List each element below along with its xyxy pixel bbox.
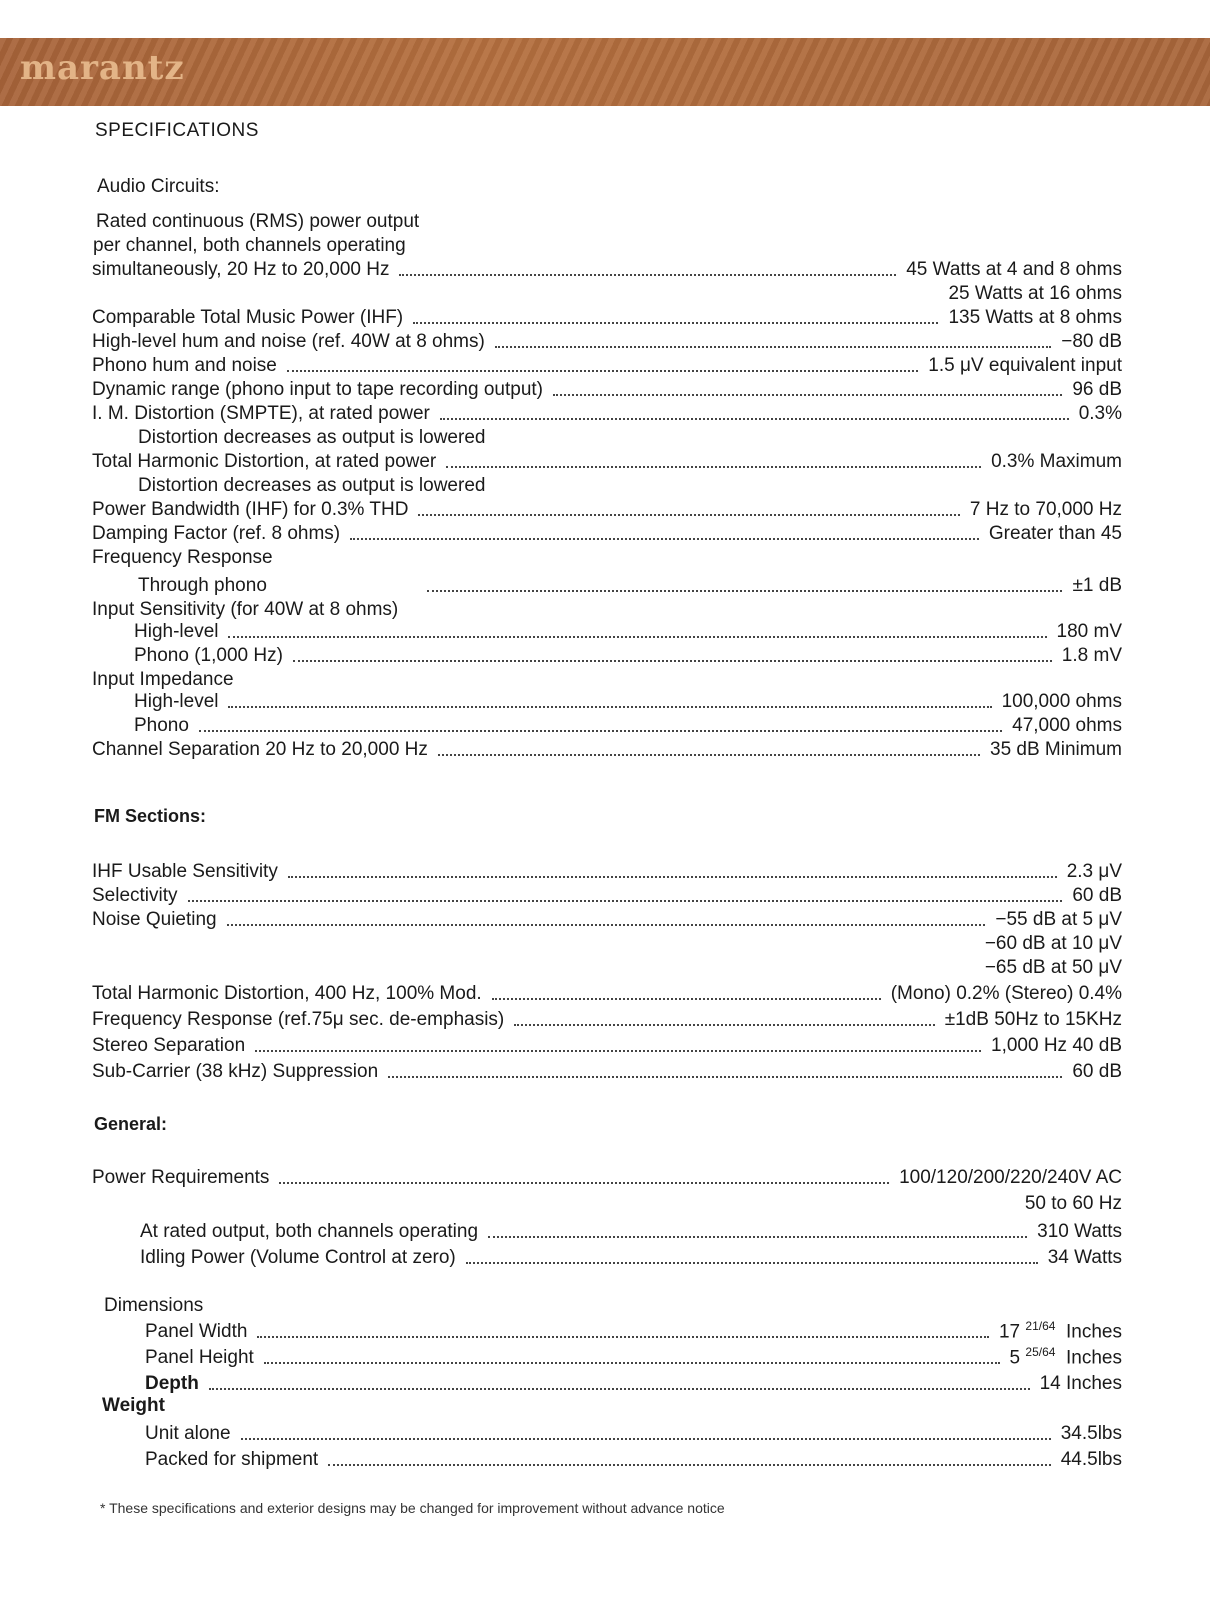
spec-value: 60 dB [1072, 1061, 1122, 1082]
header-banner [0, 38, 1210, 106]
spec-label: Noise Quieting [92, 909, 217, 930]
spec-row-fm-sensitivity [92, 860, 1122, 884]
dot-leader [399, 274, 896, 276]
spec-value-continuation: 25 Watts at 16 ohms [948, 283, 1122, 304]
spec-row-fm-freq-response [92, 1008, 1122, 1032]
dot-leader [255, 1050, 981, 1052]
spec-label: Sub-Carrier (38 kHz) Suppression [92, 1061, 379, 1082]
dot-leader [209, 1388, 1030, 1390]
spec-label: High-level hum and noise (ref. 40W at 8 ohms) [92, 331, 485, 352]
spec-value: 2.3 μV [1066, 861, 1122, 882]
spec-value: 0.3% [1078, 403, 1122, 424]
spec-value: Greater than 45 [988, 523, 1122, 544]
spec-row-rated-output [140, 1220, 1122, 1244]
spec-label: Power Bandwidth (IHF) for 0.3% THD [92, 499, 409, 520]
spec-row-depth [145, 1372, 1122, 1396]
spec-label: Total Harmonic Distortion, 400 Hz, 100% Mod. [92, 983, 482, 1004]
spec-label: High-level [134, 621, 219, 642]
spec-row-im-distortion [92, 402, 1122, 426]
spec-label: At rated output, both channels operating [140, 1221, 479, 1242]
section-audio-title: Audio Circuits: [97, 176, 220, 197]
spec-label: simultaneously, 20 Hz to 20,000 Hz [92, 259, 390, 280]
spec-value: 60 dB [1072, 885, 1122, 906]
dot-leader [228, 636, 1046, 638]
spec-label: Phono hum and noise [92, 355, 277, 376]
brand-logo: marantz [20, 48, 185, 88]
spec-group-label: Input Impedance [92, 669, 234, 690]
spec-label: Depth [145, 1373, 199, 1394]
spec-value: 1.8 mV [1061, 645, 1122, 666]
spec-value: 44.5lbs [1060, 1449, 1122, 1470]
dot-leader [418, 514, 959, 516]
spec-value: 34.5lbs [1060, 1423, 1122, 1444]
dot-leader [488, 1236, 1027, 1238]
spec-value: −80 dB [1061, 331, 1122, 352]
spec-label: Selectivity [92, 885, 178, 906]
spec-label: Unit alone [145, 1423, 231, 1444]
spec-label: Phono [134, 715, 189, 736]
dot-leader [199, 730, 1002, 732]
spec-value: 5 $^{25/64}$ Inches [1009, 1344, 1122, 1368]
spec-value-continuation: 50 to 60 Hz [1024, 1193, 1122, 1214]
spec-row-thd [92, 450, 1122, 474]
spec-rated-line2: per channel, both channels operating [93, 235, 406, 256]
spec-label: High-level [134, 691, 219, 712]
spec-label: Dynamic range (phono input to tape recording output) [92, 379, 543, 400]
spec-label: Damping Factor (ref. 8 ohms) [92, 523, 341, 544]
spec-value: 7 Hz to 70,000 Hz [969, 499, 1122, 520]
dot-leader [264, 1362, 1000, 1364]
spec-value: 96 dB [1072, 379, 1122, 400]
spec-label: Power Requirements [92, 1167, 270, 1188]
spec-label: Channel Separation 20 Hz to 20,000 Hz [92, 739, 428, 760]
spec-label: I. M. Distortion (SMPTE), at rated power [92, 403, 430, 424]
spec-row-music-power [92, 306, 1122, 330]
spec-label: Phono (1,000 Hz) [134, 645, 283, 666]
spec-value: 135 Watts at 8 ohms [948, 307, 1122, 328]
dot-leader [466, 1262, 1038, 1264]
spec-value: ±1dB 50Hz to 15KHz [944, 1009, 1122, 1030]
section-fm-title: FM Sections: [94, 806, 207, 826]
dot-leader [388, 1076, 1062, 1078]
spec-label: Panel Height [145, 1347, 254, 1368]
dot-leader [279, 1182, 889, 1184]
spec-value: ±1 dB [1072, 575, 1122, 596]
section-general-title: General: [94, 1114, 168, 1134]
dot-leader [228, 706, 991, 708]
spec-row-packed [145, 1448, 1122, 1472]
spec-row-panel-height [145, 1346, 1122, 1370]
dot-leader [350, 538, 979, 540]
dot-leader [495, 346, 1051, 348]
dot-leader [492, 998, 881, 1000]
spec-row-unit-alone [145, 1422, 1122, 1446]
spec-label: Through phono [138, 575, 267, 596]
dot-leader [440, 418, 1069, 420]
spec-note: Distortion decreases as output is lowered [138, 475, 486, 496]
spec-row-fm-noise-quieting [92, 908, 1122, 932]
spec-value: 0.3% Maximum [991, 451, 1122, 472]
spec-value: 34 Watts [1047, 1247, 1122, 1268]
spec-group-label: Frequency Response [92, 547, 273, 568]
dot-leader [287, 370, 918, 372]
dot-leader [427, 590, 1063, 592]
dot-leader [328, 1464, 1051, 1466]
spec-row-phono-hum [92, 354, 1122, 378]
spec-row-panel-width [145, 1320, 1122, 1344]
dot-leader [446, 466, 981, 468]
spec-row-fm-subcarrier [92, 1060, 1122, 1084]
spec-row-dynamic-range [92, 378, 1122, 402]
spec-value: (Mono) 0.2% (Stereo) 0.4% [890, 983, 1122, 1004]
spec-label: Idling Power (Volume Control at zero) [140, 1247, 456, 1268]
dot-leader [241, 1438, 1051, 1440]
spec-label: Panel Width [145, 1321, 248, 1342]
spec-value: 100,000 ohms [1001, 691, 1122, 712]
spec-value: 310 Watts [1037, 1221, 1122, 1242]
spec-row-imp-phono [134, 714, 1122, 738]
spec-label: IHF Usable Sensitivity [92, 861, 278, 882]
dot-leader [438, 754, 980, 756]
dot-leader [188, 900, 1063, 902]
spec-row-sens-high [134, 620, 1122, 644]
spec-group-label: Input Sensitivity (for 40W at 8 ohms) [92, 599, 399, 620]
spec-value: −55 dB at 5 μV [995, 909, 1122, 930]
spec-value: 1,000 Hz 40 dB [991, 1035, 1122, 1056]
dot-leader [413, 322, 938, 324]
spec-label: Packed for shipment [145, 1449, 319, 1470]
spec-label: Total Harmonic Distortion, at rated power [92, 451, 437, 472]
spec-value: 1.5 μV equivalent input [928, 355, 1122, 376]
dot-leader [227, 924, 986, 926]
spec-row-power-bandwidth [92, 498, 1122, 522]
spec-row-imp-high [134, 690, 1122, 714]
dot-leader [288, 876, 1057, 878]
spec-row-power-req [92, 1166, 1122, 1190]
spec-label: Stereo Separation [92, 1035, 246, 1056]
dot-leader [553, 394, 1062, 396]
spec-value: 180 mV [1056, 621, 1122, 642]
spec-value: 47,000 ohms [1012, 715, 1122, 736]
spec-row-fm-thd [92, 982, 1122, 1006]
spec-group-label: Dimensions [104, 1295, 204, 1316]
spec-row-idling-power [140, 1246, 1122, 1270]
spec-value: 35 dB Minimum [990, 739, 1122, 760]
spec-row-damping [92, 522, 1122, 546]
spec-row-rated-power [92, 258, 1122, 282]
spec-value: 14 Inches [1039, 1373, 1122, 1394]
footnote: * These specifications and exterior designs may be changed for improvement without advance notice [100, 1500, 725, 1516]
spec-value-continuation: −65 dB at 50 μV [984, 957, 1122, 978]
spec-label: Frequency Response (ref.75μ sec. de-emphasis) [92, 1009, 505, 1030]
dot-leader [514, 1024, 934, 1026]
spec-rated-line1: Rated continuous (RMS) power output [96, 211, 420, 232]
dot-leader [293, 660, 1052, 662]
page-title: SPECIFICATIONS [95, 120, 259, 141]
spec-note: Distortion decreases as output is lowered [138, 427, 486, 448]
spec-group-label: Weight [102, 1395, 165, 1416]
spec-row-freq-phono [138, 574, 1122, 598]
spec-value: 17 $^{21/64}$ Inches [998, 1318, 1122, 1342]
dot-leader [257, 1336, 989, 1338]
spec-row-hum-noise [92, 330, 1122, 354]
spec-row-fm-selectivity [92, 884, 1122, 908]
spec-value: 45 Watts at 4 and 8 ohms [906, 259, 1122, 280]
spec-label: Comparable Total Music Power (IHF) [92, 307, 404, 328]
spec-value-continuation: −60 dB at 10 μV [984, 933, 1122, 954]
spec-value: 100/120/200/220/240V AC [899, 1167, 1122, 1188]
spec-row-sens-phono [134, 644, 1122, 668]
spec-row-fm-stereo-sep [92, 1034, 1122, 1058]
spec-row-channel-sep [92, 738, 1122, 762]
